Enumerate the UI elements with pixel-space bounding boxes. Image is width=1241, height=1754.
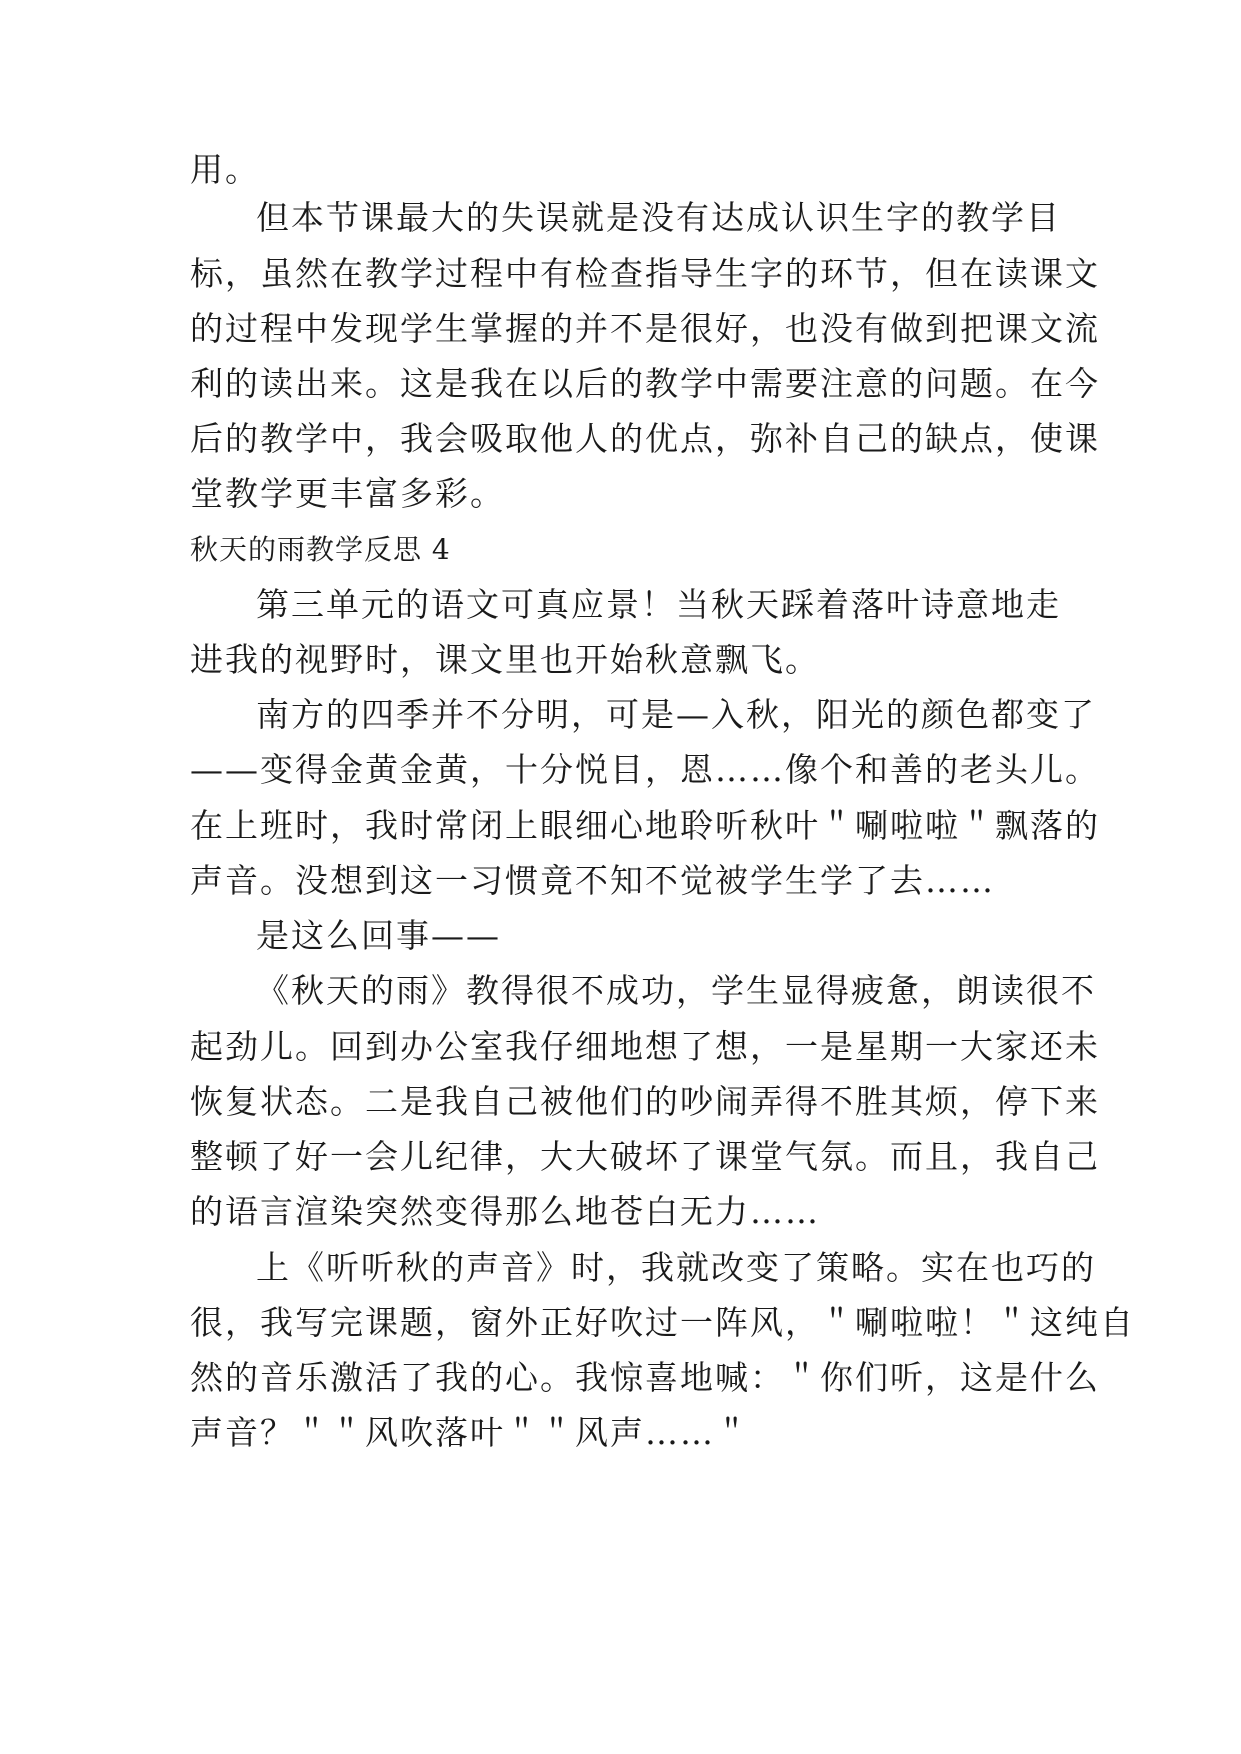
paragraph-line: 用。 — [190, 150, 260, 189]
paragraph-line: 利的读出来。这是我在以后的教学中需要注意的问题。在今 — [190, 364, 1100, 403]
paragraph-line: 标，虽然在教学过程中有检查指导生字的环节，但在读课文 — [190, 254, 1100, 293]
paragraph-line: 《秋天的雨》教得很不成功，学生显得疲惫，朗读很不 — [256, 971, 1096, 1010]
paragraph-line: 恢复状态。二是我自己被他们的吵闹弄得不胜其烦，停下来 — [190, 1082, 1100, 1121]
paragraph-line: 的语言渲染突然变得那么地苍白无力…… — [190, 1192, 820, 1231]
paragraph-line: 是这么回事—— — [256, 916, 501, 955]
paragraph-line: 上《听听秋的声音》时，我就改变了策略。实在也巧的 — [256, 1248, 1096, 1287]
paragraph-line: 然的音乐激活了我的心。我惊喜地喊：＂你们听，这是什么 — [190, 1358, 1100, 1397]
paragraph-line: 后的教学中，我会吸取他人的优点，弥补自己的缺点，使课 — [190, 419, 1100, 458]
paragraph-line: 起劲儿。回到办公室我仔细地想了想，一是星期一大家还未 — [190, 1027, 1100, 1066]
section-heading: 秋天的雨教学反思 4 — [190, 533, 451, 566]
paragraph-line: 声音？＂＂风吹落叶＂＂风声……＂ — [190, 1413, 750, 1452]
paragraph-line: 很，我写完课题，窗外正好吹过一阵风，＂唰啦啦！＂这纯自 — [190, 1303, 1135, 1342]
paragraph-line: 但本节课最大的失误就是没有达成认识生字的教学目 — [256, 198, 1061, 237]
paragraph-line: 进我的视野时，课文里也开始秋意飘飞。 — [190, 640, 820, 679]
paragraph-line: 南方的四季并不分明，可是—入秋，阳光的颜色都变了 — [256, 695, 1096, 734]
paragraph-line: 整顿了好一会儿纪律，大大破坏了课堂气氛。而且，我自己 — [190, 1137, 1100, 1176]
paragraph-line: 的过程中发现学生掌握的并不是很好，也没有做到把课文流 — [190, 309, 1100, 348]
paragraph-line: 堂教学更丰富多彩。 — [190, 474, 505, 513]
paragraph-line: ——变得金黄金黄，十分悦目，恩……像个和善的老头儿。 — [190, 750, 1100, 789]
paragraph-line: 声音。没想到这一习惯竟不知不觉被学生学了去…… — [190, 861, 995, 900]
paragraph-line: 第三单元的语文可真应景！当秋天踩着落叶诗意地走 — [256, 585, 1061, 624]
paragraph-line: 在上班时，我时常闭上眼细心地聆听秋叶＂唰啦啦＂飘落的 — [190, 806, 1100, 845]
